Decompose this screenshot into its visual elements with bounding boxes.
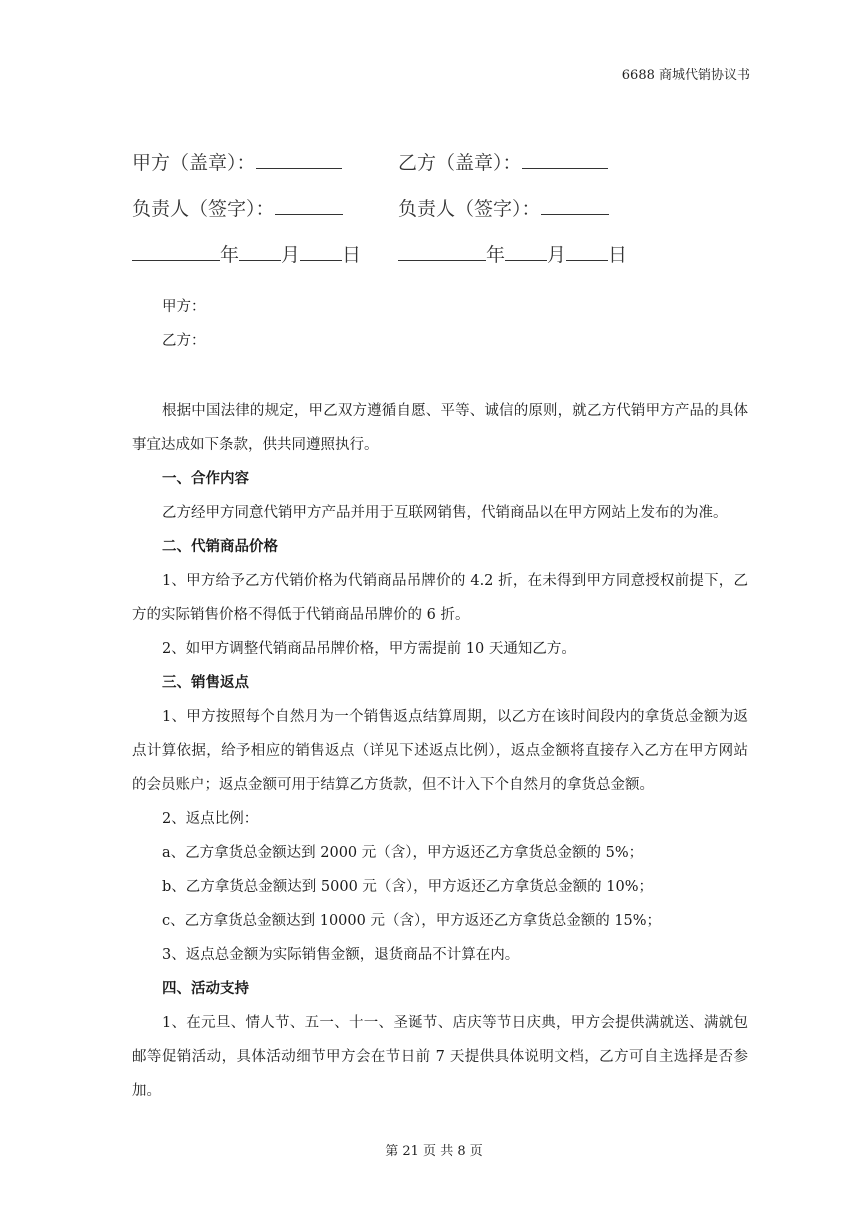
party-b-signer-label: 负责人（签字）： [398,197,541,220]
rebate-tier-a: a、乙方拿货总金额达到 2000 元（含），甲方返还乙方拿货总金额的 5%； [162,845,644,861]
seal-row [132,138,692,184]
year-blank [132,242,220,261]
signature-block [132,138,692,276]
party-a-signer [132,194,398,221]
party-a-signer-label: 负责人（签字）： [132,197,275,220]
section-4-paragraph-1: 1、在元旦、情人节、五一、十一、圣诞节、店庆等节日庆典，甲方会提供满就送、满就包邮等促销活动，具体活动细节甲方会在节日前 7 天提供具体说明文档，乙方可自主选择是否参加。 [132,1015,748,1099]
party-b-date [398,240,664,267]
party-a-line: 甲方： [162,299,206,315]
year-blank [398,242,486,261]
section-3-paragraph-3: 3、返点总金额为实际销售金额，退货商品不计算在内。 [162,947,520,963]
signer-row [132,184,692,230]
year-label: 年 [486,243,506,266]
spacer [132,358,748,394]
section-1-heading: 一、合作内容 [162,471,249,487]
day-blank [566,242,608,261]
section-2-paragraph-1: 1、甲方给予乙方代销价格为代销商品吊牌价的 4.2 折，在未得到甲方同意授权前提下，乙方的实际销售价格不得低于代销商品吊牌价的 6 折。 [132,573,749,623]
day-label: 日 [608,243,628,266]
month-label: 月 [547,243,567,266]
date-row [132,230,692,276]
document-header-title: 6688 商城代销协议书 [621,68,750,83]
party-b-seal-label: 乙方（盖章）： [398,151,522,174]
section-4-heading: 四、活动支持 [162,981,249,997]
intro-paragraph: 根据中国法律的规定，甲乙双方遵循自愿、平等、诚信的原则，就乙方代销甲方产品的具体事宜达成如下条款，供共同遵照执行。 [132,403,748,453]
rebate-tier-c: c、乙方拿货总金额达到 10000 元（含），甲方返还乙方拿货总金额的 15%； [162,913,662,929]
section-3-paragraph-2: 2、返点比例： [162,811,259,827]
party-a-seal-blank [256,150,342,169]
month-label: 月 [281,243,301,266]
section-2-heading: 二、代销商品价格 [162,539,278,555]
party-b-line: 乙方： [162,333,206,349]
party-a-seal [132,148,398,175]
party-a-date [132,240,398,267]
day-label: 日 [342,243,362,266]
rebate-tier-b: b、乙方拿货总金额达到 5000 元（含），甲方返还乙方拿货总金额的 10%； [162,879,653,895]
party-b-signer [398,194,664,221]
party-b-seal [398,148,664,175]
party-b-signer-blank [541,196,609,215]
month-blank [239,242,281,261]
party-b-seal-blank [522,150,608,169]
section-3-paragraph-1: 1、甲方按照每个自然月为一个销售返点结算周期，以乙方在该时间段内的拿货总金额为返点计算依据，给予相应的销售返点（详见下述返点比例），返点金额将直接存入乙方在甲方网站的会员账户；返点金额可用于结算乙方货款，但不计入下个自然月的拿货总金额。 [132,709,748,793]
section-2-paragraph-2: 2、如甲方调整代销商品吊牌价格，甲方需提前 10 天通知乙方。 [162,641,576,657]
month-blank [505,242,547,261]
section-1-paragraph: 乙方经甲方同意代销甲方产品并用于互联网销售，代销商品以在甲方网站上发布的为准。 [162,505,728,521]
day-blank [300,242,342,261]
section-3-heading: 三、销售返点 [162,675,249,691]
party-a-seal-label: 甲方（盖章）： [132,151,256,174]
page-number: 第 21 页 共 8 页 [385,1144,483,1159]
year-label: 年 [220,243,240,266]
party-a-signer-blank [275,196,343,215]
agreement-content [132,290,748,1108]
